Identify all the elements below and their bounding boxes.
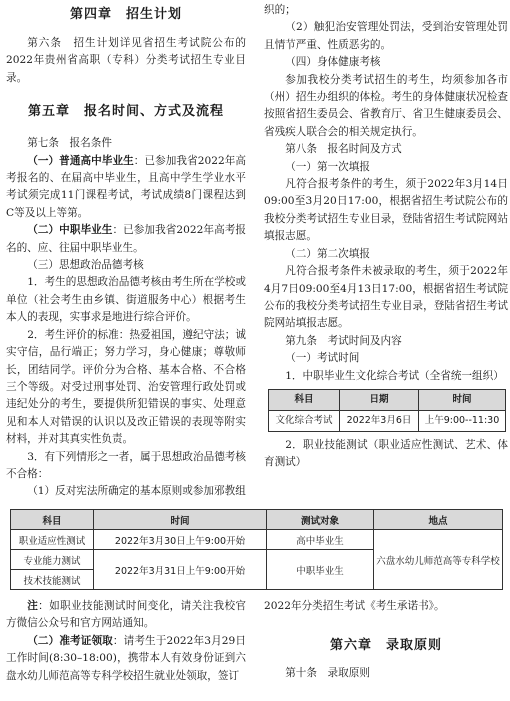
chapter-5-number: 第五章: [27, 104, 70, 120]
article-7: 第七条 报名条件: [27, 137, 112, 150]
round-1: （一）第一次填报: [285, 160, 370, 173]
table-cell-place: 六盘水幼儿师范高等专科学校: [374, 530, 503, 590]
para-3: 3．有下列情形之一者，属于思想政治品德考核不合格：: [6, 450, 246, 480]
chapter-6-title: 录取原则: [386, 638, 443, 654]
table-cell: 技术技能测试: [11, 570, 94, 590]
note: [6, 598, 246, 633]
chapter-4-number: 第四章: [69, 7, 112, 22]
bottom-left: [6, 598, 246, 685]
table-header: 时间: [94, 510, 267, 530]
table-cell: 2022年3月6日: [340, 410, 419, 431]
right-column: [264, 0, 508, 472]
condition-2-label: （二）中职毕业生: [27, 224, 113, 237]
round-1-text: 凡符合报考条件的考生，须于2022年3月14日09:00至3月20日17:00，根据省招生考试院公布的我校分类考试招生专业目录，登陆省招生考试院网站填报志愿。: [264, 178, 508, 243]
exam-time: （一）考试时间: [285, 352, 360, 365]
left-column: [6, 0, 246, 501]
table-cell: 专业能力测试: [11, 550, 94, 570]
article-9: 第九条 考试时间及内容: [285, 334, 402, 347]
condition-1-label: （一）普通高中毕业生: [27, 154, 134, 167]
table-header: 时间: [419, 389, 506, 410]
note-text: ：如职业技能测试时间变化，请关注我校官方微信公众号和官方网站通知。: [6, 600, 247, 630]
article-6: 第六条 招生计划详见省招生考试院公布的2022年贵州省高职（专科）分类考试招生专业目录。: [6, 37, 246, 84]
article-10: 第十条 录取原则: [285, 667, 370, 680]
table-header-row: [11, 510, 503, 530]
table-cell: 高中毕业生: [267, 530, 374, 550]
table-row: [11, 530, 503, 550]
table-cell: 职业适应性测试: [11, 530, 94, 550]
chapter-4-heading: [6, 6, 246, 30]
condition-2: [6, 222, 246, 257]
chapter-6-number: 第六章: [329, 638, 372, 654]
chapter-5-title: 报名时间、方式及流程: [84, 104, 225, 120]
admission-ticket-text: ：请考生于2022年3月29日工作时间(8:30–18:00)，携带本人有效身份证到六盘水幼儿师范高等专科学校招生就业处领取，签订: [6, 634, 247, 682]
condition-1-text: ：已参加我省2022年高考报名的、在届高中毕业生，且高中学生学业水平考试须完成11门课程考试，考试成绩8门课程达到C等及以上等第。: [6, 154, 247, 219]
para-1: 1．考生的思想政治品德考核由考生所在学校或单位（社会考生由乡镇、街道服务中心）根据考生本人的表现，实事求是地进行综合评价。: [6, 276, 246, 324]
continued-text: 织的；: [264, 4, 296, 16]
chapter-6-heading: [264, 637, 508, 663]
table-cell: 2022年3月30日上午9:00开始: [94, 530, 267, 550]
admission-ticket: [6, 633, 246, 685]
continued-text-2: 2022年分类招生考试《考生承诺书》。: [264, 600, 445, 612]
condition-1: [6, 153, 246, 223]
table-header: 科目: [11, 510, 94, 530]
table-header: 科目: [269, 389, 340, 410]
admission-ticket-label: （二）准考证领取: [27, 634, 113, 647]
condition-4: （四）身体健康考核: [285, 56, 381, 69]
chapter-4-title: 招生计划: [126, 7, 183, 22]
exam-item-1: 1．中职毕业生文化综合考试（全省统一组织）: [285, 369, 504, 382]
skill-test-table: [10, 509, 503, 590]
para-2: 2．考生评价的标准：热爱祖国，遵纪守法；诚实守信，品行端正；努力学习，身心健康；尊敬师长，团结同学。评价分为合格、基本合格、不合格三个等级。对受过刑事处罚、治安管理行政处罚或违纪处分的考生，要提供所犯错误的事实、处理意见和本人对错误的认识以及改正错误的表现等附实材料，并对其真实性负责。: [6, 328, 246, 446]
note-label: 注: [27, 600, 39, 612]
table-cell: 2022年3月31日上午9:00开始: [94, 550, 267, 590]
round-2: （二）第二次填报: [285, 247, 370, 260]
condition-3: （三）思想政治品德考核: [27, 259, 144, 272]
chapter-5-heading: [6, 103, 246, 131]
culture-exam-table: [268, 389, 506, 432]
article-8: 第八条 报名时间及方式: [285, 143, 402, 156]
table-cell: 中职毕业生: [267, 550, 374, 590]
para-3a: （1）反对宪法所确定的基本原则或参加邪教组: [27, 485, 246, 498]
condition-4-text: 参加我校分类考试招生的考生，均须参加各市（州）招生办组织的体检。考生的身体健康状况检查按照省招生委员会、省教育厅、省卫生健康委员会、省残疾人联合会的相关规定执行。: [264, 73, 508, 138]
table-header: 测试对象: [267, 510, 374, 530]
table-header: 日期: [340, 389, 419, 410]
condition-2-text: ：已参加我省2022年高考报名的、应、往届中职毕业生。: [6, 224, 246, 254]
table-header: 地点: [374, 510, 503, 530]
round-2-text: 凡符合报考条件未被录取的考生，须于2022年4月7日09:00至4月13日17:00，根据省招生考试院公布的我校分类考试招生专业目录，登陆省招生考试院网站填报志愿。: [264, 265, 508, 330]
para-3b: （2）触犯治安管理处罚法，受到治安管理处罚且情节严重、性质恶劣的。: [264, 21, 508, 51]
table-header-row: [269, 389, 506, 410]
exam-item-2: 2．职业技能测试（职业适应性测试、艺术、体育测试）: [264, 438, 508, 469]
table-cell: 文化综合考试: [269, 410, 340, 431]
table-cell: 上午9:00--11:30: [419, 410, 506, 431]
table-row: [269, 410, 506, 431]
bottom-right: [264, 598, 508, 683]
